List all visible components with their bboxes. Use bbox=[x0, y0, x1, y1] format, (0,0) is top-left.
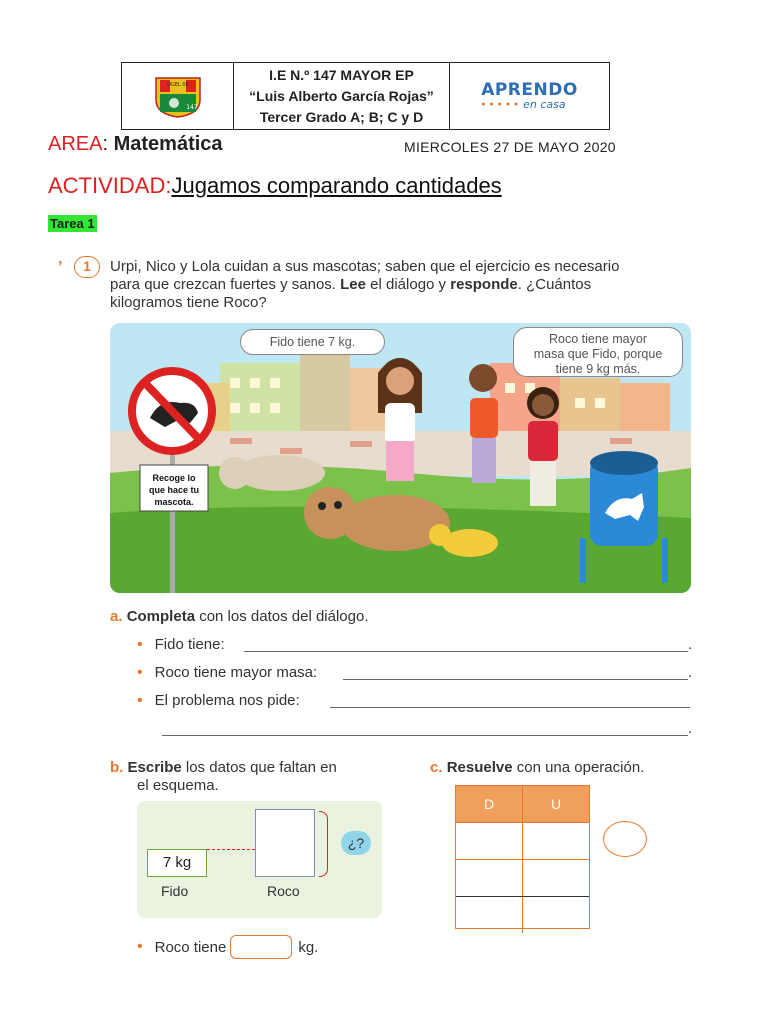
logo-dots-icon: ● ● ● ● ● bbox=[481, 101, 520, 108]
school-line-3: Tercer Grado A; B; C y D bbox=[259, 108, 424, 125]
pencil-mark-icon: ʼ bbox=[58, 259, 63, 276]
area-value: Matemática bbox=[113, 133, 223, 155]
sign-line-1: Recoge lo bbox=[152, 473, 196, 483]
crest-number: 147 bbox=[185, 104, 198, 111]
part-a-title: a. Completa con los datos del diálogo. bbox=[110, 608, 369, 625]
dashed-guide-line bbox=[207, 849, 255, 850]
bullet-icon: • bbox=[137, 938, 143, 955]
speech-bubble-right: Roco tiene mayor masa que Fido, porque tiene 9 kg más. bbox=[513, 327, 683, 377]
sign-line-3: mascota. bbox=[154, 497, 194, 507]
problem-text bbox=[110, 258, 690, 312]
activity-title: Jugamos comparando cantidades bbox=[171, 173, 502, 198]
logo-sub-text: en casa bbox=[523, 97, 566, 111]
roco-mass-box[interactable] bbox=[255, 809, 315, 877]
speech-bubble-left bbox=[240, 329, 385, 355]
question-bubble: ¿? bbox=[341, 831, 371, 855]
answer-line-fido[interactable] bbox=[244, 651, 688, 652]
illustration-scene bbox=[110, 323, 691, 593]
answer-line-problem-2[interactable] bbox=[162, 735, 688, 736]
part-c-title: c. Resuelve con una operación. bbox=[430, 759, 645, 776]
logo-main-text: APRENDO bbox=[481, 79, 578, 100]
school-logo-cell bbox=[122, 63, 234, 129]
answer-line-roco[interactable] bbox=[343, 679, 688, 680]
part-b-title: b. Escribe los datos que faltan en el esquema. bbox=[110, 759, 337, 794]
roco-answer-box[interactable] bbox=[230, 935, 292, 959]
table-row bbox=[456, 822, 589, 859]
place-value-table bbox=[455, 785, 590, 929]
brace-icon bbox=[319, 811, 328, 877]
activity-line bbox=[48, 173, 502, 199]
column-tens: D bbox=[456, 786, 523, 822]
label-fido: Fido bbox=[161, 883, 189, 899]
answer-line-problem-1[interactable] bbox=[330, 707, 690, 708]
bullet-icon: • bbox=[137, 664, 143, 681]
part-a-item-3: • El problema nos pide: bbox=[137, 692, 300, 709]
activity-label: ACTIVIDAD: bbox=[48, 173, 172, 198]
part-a-letter: a. bbox=[110, 608, 123, 625]
roco-answer-row: • Roco tiene kg. bbox=[137, 935, 318, 959]
fido-mass-box: 7 kg bbox=[147, 849, 207, 877]
problem-line-1: Urpi, Nico y Lola cuidan a sus mascotas; saben que el ejercicio es necesario bbox=[110, 258, 620, 275]
table-row-result bbox=[456, 896, 589, 933]
sign-line-2: que hace tu bbox=[148, 485, 200, 495]
program-logo-cell bbox=[450, 63, 609, 129]
table-row bbox=[456, 859, 589, 896]
header-table bbox=[121, 62, 610, 130]
school-line-1: I.E N.º 147 MAYOR EP bbox=[269, 66, 414, 83]
table-header bbox=[456, 786, 589, 822]
task-badge: Tarea 1 bbox=[50, 216, 95, 231]
problem-line-2: para que crezcan fuertes y sanos. Lee el diálogo y responde. ¿Cuántos bbox=[110, 276, 592, 293]
label-roco: Roco bbox=[267, 883, 300, 899]
date: MIERCOLES 27 DE MAYO 2020 bbox=[404, 139, 616, 155]
operation-sign-circle[interactable] bbox=[603, 821, 647, 857]
column-units: U bbox=[550, 796, 562, 812]
part-a-item-2: • Roco tiene mayor masa: bbox=[137, 664, 318, 681]
school-name-cell bbox=[234, 63, 450, 129]
aprendo-en-casa-logo bbox=[481, 79, 578, 111]
problem-line-3: kilogramos tiene Roco? bbox=[110, 294, 267, 311]
schema-diagram bbox=[137, 801, 382, 918]
problem-number: 1 bbox=[74, 256, 100, 278]
school-crest-icon bbox=[152, 74, 204, 118]
part-b-letter: b. bbox=[110, 759, 124, 776]
crest-text: UGEL 05 bbox=[166, 82, 189, 88]
part-a-item-1: • Fido tiene: bbox=[137, 636, 225, 653]
bullet-icon: • bbox=[137, 692, 143, 709]
school-line-2: “Luis Alberto García Rojas” bbox=[249, 87, 434, 104]
bullet-icon: • bbox=[137, 636, 143, 653]
bubble-left-text: Fido tiene 7 kg. bbox=[269, 335, 356, 349]
area-label: AREA bbox=[48, 133, 103, 155]
part-c-letter: c. bbox=[430, 759, 443, 776]
area-line: AREA: Matemática bbox=[48, 133, 223, 155]
